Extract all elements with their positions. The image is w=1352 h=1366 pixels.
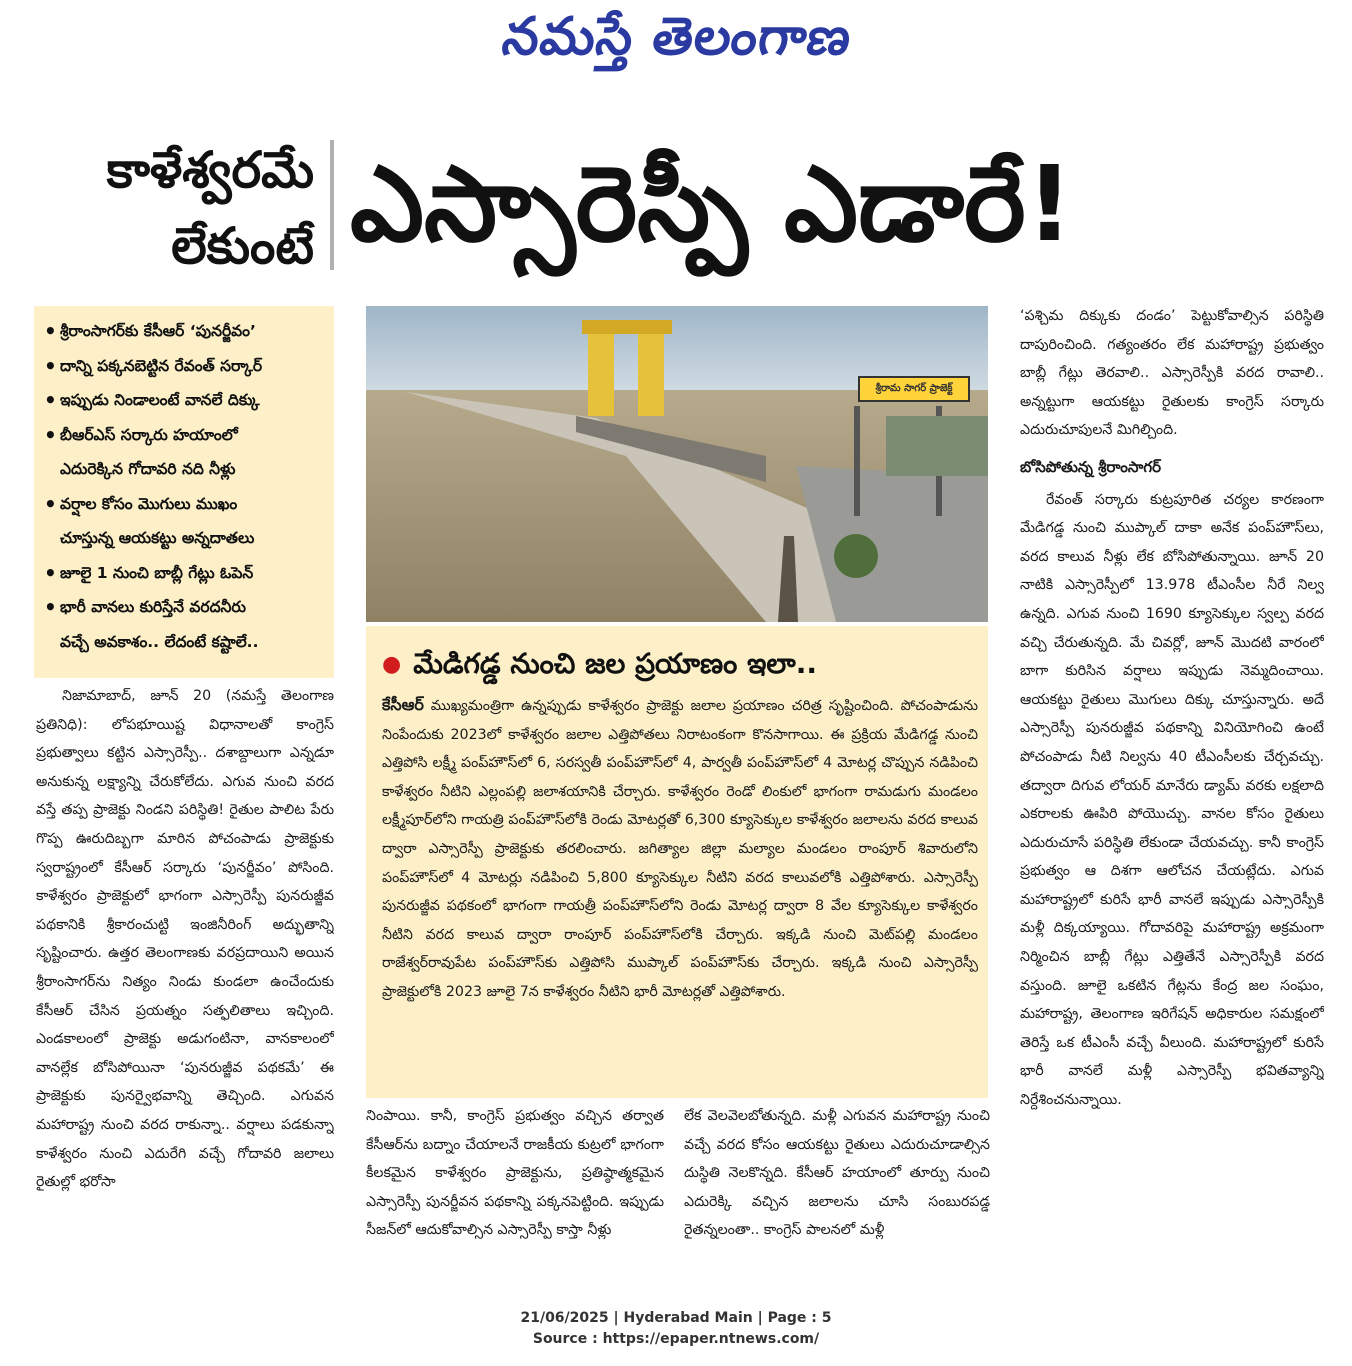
highlight-item: • దాన్ని పక్కనబెట్టిన రేవంత్ సర్కార్ — [40, 349, 330, 384]
dam-photo-illustration — [366, 306, 988, 622]
article-column-bottom-right — [684, 1102, 990, 1292]
tower-roof — [582, 320, 672, 334]
article-column-left — [36, 682, 334, 1290]
masthead — [0, 6, 1352, 80]
box-lead: కేసీఆర్ — [382, 695, 424, 714]
headline: ఎస్సారెస్పీ ఎడారే! — [350, 143, 1074, 265]
highlight-item: • వర్షాల కోసం మొగులు ముఖం — [40, 487, 330, 522]
highlight-item: వచ్చే అవకాశం.. లేదంటే కష్టాలే.. — [60, 632, 259, 651]
article-column-right — [1020, 302, 1324, 1290]
highlights-box — [34, 306, 334, 678]
headline-divider — [330, 140, 334, 270]
masthead-title: నమస్తే తెలంగాణ — [498, 6, 856, 67]
kicker-line-2: లేకుంటే — [171, 217, 314, 275]
far-bank — [886, 416, 988, 476]
article-text: ‘పశ్చిమ దిక్కుకు దండం’ పెట్టుకోవాల్సిన పరిస్థితి దాపురించింది. గత్యంతరం లేక మహారాష్ట్ర ప్రభుత్వం బాబ్లీ గేట్లు తెరవాలి.. ఎస్సారెస్పీకి వరద రావాలి.. అన్నట్టుగా ఆయకట్టు రైతులకు కాంగ్రెస్ సర్కారు ఎదురుచూపులనే మిగిల్చింది. — [1020, 308, 1324, 439]
subheading: బోసిపోతున్న శ్రీరాంసాగర్ — [1020, 457, 1161, 476]
highlight-item: • భారీ వానలు కురిస్తేనే వరదనీరు — [40, 590, 330, 625]
box-body-text: ముఖ్యమంత్రిగా ఉన్నప్పుడు కాళేశ్వరం ప్రాజెక్టు జలాల ప్రయాణం చరిత్ర సృష్టించింది. పోచంపాడును నింపేందుకు 2023లో కాళేశ్వరం జలాల ఎత్తిపోతలు నిరాటంకంగా కొనసాగాయి. ఈ ప్రక్రియ మేడిగడ్డ నుంచి ఎత్తిపోసి లక్ష్మీ పంప్‌హౌస్‌లో 6, సరస్వతీ పంప్‌హౌస్‌లో 4, పార్వతీ పంప్‌హౌస్‌లో 4 మోటర్ల చొప్పున నడిపించి కాళేశ్వరం నీటిని ఎల్లంపల్లి జలాశయానికి చేర్చారు. కాళేశ్వరం రెండో లింకులో భాగంగా రామడుగు మండలం లక్ష్మీపూర్‌లోని గాయత్రి పంప్‌హౌస్‌లోకి రెండు మోటర్లతో 6,300 క్యూసెక్కుల కాళేశ్వరం జలాలను వరద కాలువ ద్వారా ఎస్సారెస్పీ ప్రాజెక్టుకు తరలించారు. జగిత్యాల జిల్లా మల్యాల మండలం రాంపూర్ శివారులోని పంప్‌హౌస్‌లో 4 మోటర్లు నడిపించి 5,800 క్యూసెక్కుల నీటిని వరద కాలువలోకి ఎత్తిపోశారు. ఎస్సారెస్పీ పునరుజ్జీవ పథకంలో భాగంగా గాయత్రీ పంప్‌హౌస్‌లోని రెండు మోటర్ల ద్వారా 8 వేల క్యూసెక్కుల కాళేశ్వరం నీటిని వరద కాలువ ద్వారా రాంపూర్ పంప్‌హౌస్‌లోకి చేర్చారు. ఇక్కడి నుంచి మెట్‌పల్లి మండలం రాజేశ్వర్‌రావుపేట పంప్‌హౌస్‌కు ఎత్తిపోసి ముప్కాల్ పంప్‌హౌస్‌కు చేర్చారు. ఇక్కడి నుంచి ఎస్సారెస్పీ ప్రాజెక్టులోకి 2023 జూలై 7న కాళేశ్వరం నీటిని భారీ మోటర్లతో ఎత్తిపోశారు. — [382, 698, 978, 1000]
article-text: రేవంత్ సర్కారు కుట్రపూరిత చర్యల కారణంగా మేడిగడ్డ నుంచి ముప్కాల్ దాకా అనేక పంప్‌హౌస్‌లు, వరద కాలువ నీళ్లు లేక బోసిపోతున్నాయి. జూన్ 20 నాటికి ఎస్సారెస్పీలో 13.978 టీఎంసీల నీరే నిల్వ ఉన్నది. ఎగువ నుంచి 1690 క్యూసెక్కుల స్వల్ప వరద వచ్చి చేరుతున్నది. మే చివర్లో, జూన్ మొదటి వారంలో బాగా కురిసిన వర్షాలు ఇప్పుడు నెమ్మదించాయి. ఆయకట్టు రైతులు మొగులు దిక్కు చూస్తున్నారు. అదే ఎస్సారెస్పీ పునరుజ్జీవ పథకాన్ని వినియోగించి ఉంటే పోచంపాడు నీటి నిల్వను 40 టీఎంసీలకు చేర్చవచ్చు. తద్వారా దిగువ లోయర్ మానేరు డ్యామ్ వరకు లక్షలాది ఎకరాలకు ఊపిరి పోయొచ్చు. వానల కోసం రైతులు ఎదురుచూసే పరిస్థితి లేకుండా చేయవచ్చు. కానీ కాంగ్రెస్ ప్రభుత్వం ఆ దిశగా ఆలోచన చేయట్లేదు. ఎగువ మహారాష్ట్రలో కురిసే భారీ వానలే ఇప్పుడు ఎస్సారెస్పీకి మళ్లీ దిక్కయ్యాయి. గోదావరిపై మహారాష్ట్ర అక్రమంగా నిర్మించిన బాబ్లీ గేట్లు ఎత్తితేనే ఎస్సారెస్పీకి వరద వస్తుంది. జూలై ఒకటిన గేట్లను కేంద్ర జల సంఘం, మహారాష్ట్ర, తెలంగాణ ఇరిగేషన్ అధికారుల సమక్షంలో తెరిస్తే ఒక టీఎంసీ వచ్చే వీలుంది. మహారాష్ట్రలో కురిసే భారీ వానలే మళ్లీ ఎస్సారెస్పీ భవితవ్యాన్ని నిర్దేశించనున్నాయి. — [1020, 491, 1324, 1109]
article-text: నిజామాబాద్, జూన్ 20 (నమస్తే తెలంగాణ ప్రతినిధి): లోపభూయిష్ట విధానాలతో కాంగ్రెస్ ప్రభుత్వాలు కట్టిన ఎస్సారెస్పీ.. దశాబ్దాలుగా ఎన్నడూ అనుకున్న లక్ష్యాన్ని చేరుకోలేదు. ఎగువ నుంచి వరద వస్తే తప్ప ప్రాజెక్టు నిండని పరిస్థితి! రైతుల పాలిట పేరు గొప్ప ఊరుదిబ్బగా మారిన పోచంపాడు ప్రాజెక్టుకు స్వరాష్ట్రంలో కేసీఆర్ సర్కారు ‘పునర్జీవం’ పోసింది. కాళేశ్వరం ప్రాజెక్టులో భాగంగా ఎస్సారెస్పీ పునరుజ్జీవ పథకానికి శ్రీకారంచుట్టి ఇంజినీరింగ్ అద్భుతాన్ని సృష్టించారు. ఉత్తర తెలంగాణకు వరప్రదాయిని అయిన శ్రీరాంసాగర్‌ను నిత్యం నిండు కుండలా ఉంచేందుకు కేసీఆర్ చేసిన ప్రయత్నం సత్ఫలితాలు ఇచ్చింది. ఎండకాలంలో ప్రాజెక్టు అడుగంటినా, వానకాలంలో వానల్లేక బోసిపోయినా ‘పునరుజ్జీవ పథకమే’ ఈ ప్రాజెక్టుకు పునర్వైభవాన్ని తెచ్చింది. ఎగువన మహారాష్ట్ర నుంచి వరద రాకున్నా.. వర్షాలు పడకున్నా కాళేశ్వరం నుంచి ఎదురేగి వచ్చే గోదావరి జలాలు రైతుల్లో భరోసా — [36, 688, 334, 1191]
highlight-item: • జూలై 1 నుంచి బాబ్లీ గేట్లు ఓపెన్ — [40, 556, 330, 591]
highlight-item: ఎదురెక్కిన గోదావరి నది నీళ్లు — [60, 460, 236, 478]
dam-photo — [366, 306, 988, 622]
highlight-item: చూస్తున్న ఆయకట్టు అన్నదాతలు — [60, 529, 255, 547]
highlight-item: • శ్రీరాంసాగర్‌కు కేసీఆర్ ‘పునర్జీవం’ — [40, 314, 330, 349]
water-journey-box — [366, 626, 988, 1098]
tower — [588, 326, 614, 416]
kicker — [14, 132, 314, 284]
box-heading — [382, 644, 978, 685]
tower — [638, 326, 664, 416]
bullet-dot-icon: ● — [382, 652, 402, 677]
footer-source: Source : https://epaper.ntnews.com/ — [532, 1331, 820, 1347]
box-heading-text: మేడిగడ్డ నుంచి జల ప్రయాణం ఇలా.. — [413, 647, 818, 680]
footer-date-edition: 21/06/2025 | Hyderabad Main | Page : 5 — [520, 1310, 832, 1326]
article-column-bottom-middle — [366, 1102, 664, 1292]
dam-sign: శ్రీరామ సాగర్ ప్రాజెక్ట్ — [858, 376, 970, 402]
kicker-line-1: కాళేశ్వరమే — [106, 141, 314, 199]
box-body — [382, 691, 978, 1007]
article-text: నింపాయి. కానీ, కాంగ్రెస్ ప్రభుత్వం వచ్చిన తర్వాత కేసీఆర్‌ను బద్నాం చేయాలనే రాజకీయ కుట్రలో భాగంగా కీలకమైన కాళేశ్వరం ప్రాజెక్టును, ప్రతిష్ఠాత్మకమైన ఎస్సారెస్పీ పునర్జీవన పథకాన్ని పక్కనపెట్టింది. ఇప్పుడు సీజన్‌లో ఆదుకోవాల్సిన ఎస్సారెస్పీ కాస్తా నీళ్లు — [366, 1108, 664, 1239]
right-tower-leg — [854, 406, 860, 516]
article-text: లేక వెలవెలబోతున్నది. మళ్లీ ఎగువన మహారాష్ట్ర నుంచి వచ్చే వరద కోసం ఆయకట్టు రైతులు ఎదురుచూడాల్సిన దుస్థితి నెలకొన్నది. కేసీఆర్ హయాంలో తూర్పు నుంచి ఎదురెక్కి వచ్చిన జలాలను చూసి సంబురపడ్డ రైతన్నలంతా.. కాంగ్రెస్ పాలనలో మళ్లీ — [684, 1108, 990, 1239]
footer — [0, 1308, 1352, 1350]
highlight-item: • బీఆర్ఎస్ సర్కారు హయాంలో — [40, 418, 330, 453]
highlight-item: • ఇప్పుడు నిండాలంటే వానలే దిక్కు — [40, 383, 330, 418]
tree — [834, 534, 878, 578]
